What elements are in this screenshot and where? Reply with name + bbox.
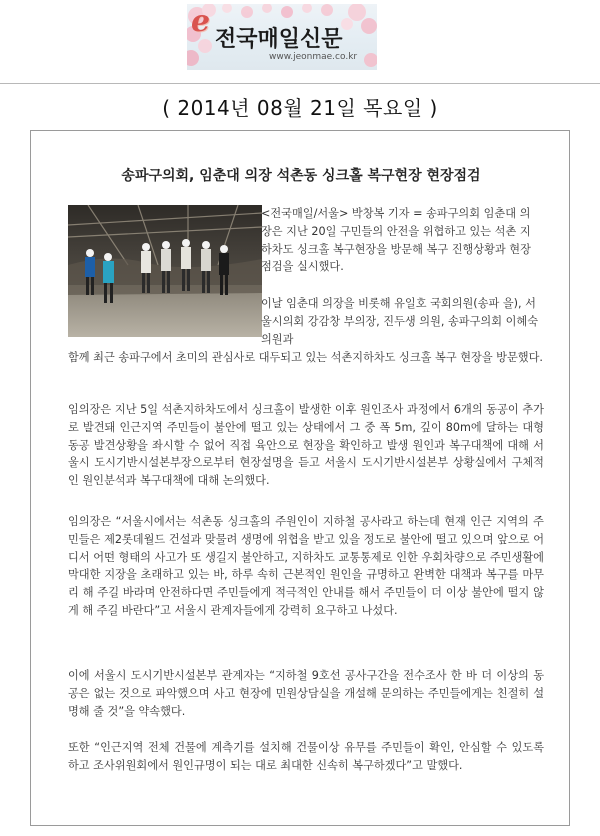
tunnel-inspection-photo <box>68 205 262 337</box>
masthead-logo <box>187 4 377 70</box>
logo-e-letter: e <box>191 4 211 39</box>
article-photo <box>68 205 262 337</box>
article-paragraph-1: <전국매일/서울> 박창복 기자 = 송파구의회 임춘대 의장은 지난 20일 구민들의 안전을 위협하고 있는 석촌 지하차도 싱크홀 복구현장을 방문해 복구 진행상황과 현장점검을 실시했다. <box>261 207 531 274</box>
article-paragraph-2-rest: 함께 최근 송파구에서 초미의 관심사로 대두되고 있는 석촌지하차도 싱크홀 복구 현장을 방문했다. <box>68 351 543 364</box>
header-divider <box>0 83 600 84</box>
article-paragraph-6: 또한 “인근지역 전체 건물에 계측기를 설치해 건물이상 유무를 주민들이 확인, 안심할 수 있도록 하고 조사위원회에서 원인규명이 되는 대로 최대한 신속히 복구하겠다”고 말했다. <box>68 741 544 772</box>
newspaper-name: 전국매일신문 <box>215 27 343 52</box>
article-frame <box>30 130 570 826</box>
article-paragraph-5: 이에 서울시 도시기반시설본부 관계자는 “지하철 9호선 공사구간을 전수조사 한 바 더 이상의 동공은 없는 것으로 파악했으며 사고 현장에 민원상담실을 개설해 문의하는 주민들에게는 친절히 설명해 줄 것”을 약속했다. <box>68 669 544 718</box>
article-paragraph-3: 임의장은 지난 5일 석촌지하차도에서 싱크홀이 발생한 이후 원인조사 과정에서 6개의 동공이 추가로 발견돼 인근지역 주민들이 불안에 떨고 있는 상태에서 그 중 폭 5m, 깊이 80m에 달하는 대형 동공 발견상황을 좌시할 수 없어 직접 육안으로 현장을 확인하고 발생 원인과 복구대책에 대해 서울시 도시기반시설본부장으로부터 현장설명을 듣고 서울시 도시기반시설본부 상황실에서 구체적인 원인분석과 복구대책에 대해 논의했다. <box>68 403 544 488</box>
article-paragraph-4: 임의장은 “서울시에서는 석촌동 싱크홀의 주원인이 지하철 공사라고 하는데 현재 인근 지역의 주민들은 제2롯데월드 건설과 맞물려 생명에 위협을 받고 있을 정도로 불안에 떨고 있으며 앞으로 어디서 어떤 형태의 사고가 또 생길지 불안하고, 지하차도 교통통제로 인한 우회차량으로 주민생활에 막대한 지장을 초래하고 있는 바, 하루 속히 근본적인 원인을 규명하고 완벽한 대책과 복구를 마무리 해 주길 바라며 안전하다면 주민들에게 적극적인 안내를 해서 주민들이 더 이상 불안에 떨지 않게 해 주길 바란다”고 서울시 관계자들에게 강력히 요구하고 나섰다. <box>68 515 544 617</box>
article-paragraph-2-wrapped: 이날 임춘대 의장을 비롯해 유일호 국회의원(송파 을), 서울시의회 강감창 부의장, 진두생 의원, 송파구의회 이혜숙 의원과 <box>261 297 539 346</box>
newspaper-url: www.jeonmae.co.kr <box>269 52 358 62</box>
article-title: 송파구의회, 임춘대 의장 석촌동 싱크홀 복구현장 현장점검 <box>121 168 481 184</box>
publication-date: ( 2014년 08월 21일 목요일 ) <box>162 96 438 120</box>
